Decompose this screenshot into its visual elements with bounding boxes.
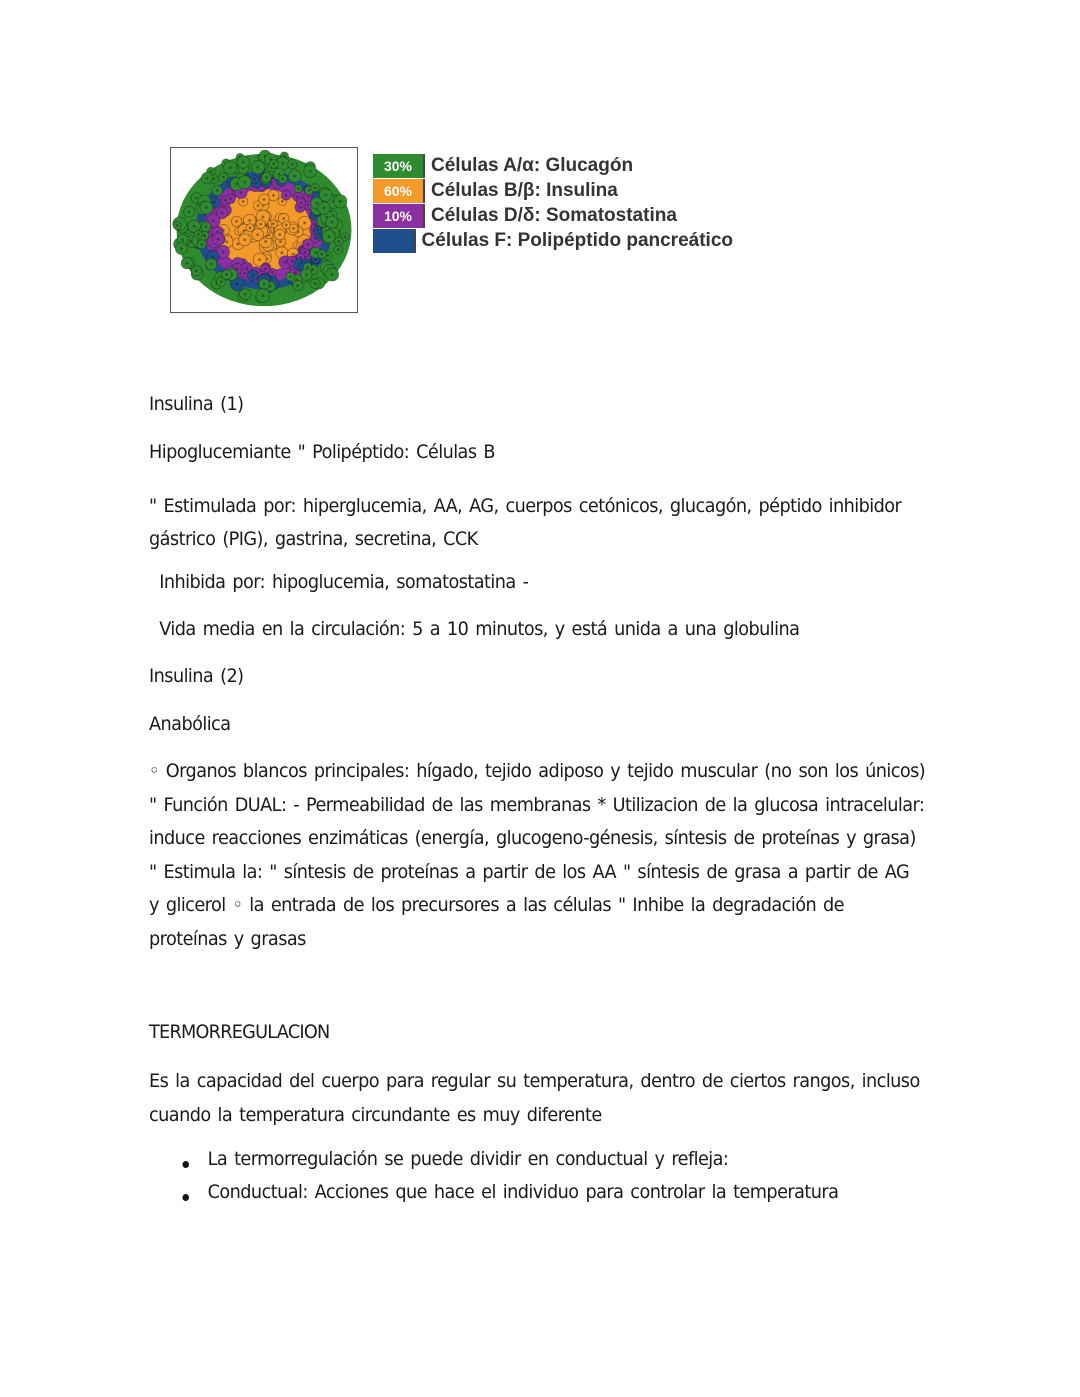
termorregulacion-list — [149, 1148, 838, 1214]
termorregulacion-paragraph: Es la capacidad del cuerpo para regular su temperatura, dentro de ciertos rangos, incluso cuando la temperatura circundante es muy diferente — [149, 1070, 920, 1126]
cell-legend — [373, 153, 733, 253]
legend-row-b — [373, 178, 733, 203]
legend-label-b: Células B/β: Insulina — [431, 179, 618, 201]
legend-label-f: Células F: Polipéptido pancreático — [421, 229, 733, 251]
organos-paragraph: ◦ Organos blancos principales: hígado, tejido adiposo y tejido muscular (no son los únicos) " Función DUAL: - Permeabilidad de las membranas * Utilizacion de la glucosa intracelular: induce reacciones enzimáticas (energía, glucogeno-génesis, síntesis de proteínas y grasa) " Estimula la: " síntesis de proteínas a partir de los AA " síntesis de grasa a partir de AG y glicerol ◦ la entrada de los precursores a las células " Inhibe la degradación de proteínas y grasas — [149, 760, 926, 950]
legend-swatch-f — [373, 229, 416, 253]
islet-svg — [171, 148, 357, 312]
hipoglucemiante-line: Hipoglucemiante " Polipéptido: Células B — [149, 441, 495, 463]
pancreatic-islet-illustration — [170, 147, 358, 313]
legend-label-a: Células A/α: Glucagón — [431, 154, 634, 176]
termorregulacion-heading: TERMORREGULACION — [149, 1021, 330, 1043]
anabolica-label: Anabólica — [149, 713, 231, 735]
legend-swatch-b: 60% — [373, 179, 425, 203]
vida-media-line: Vida media en la circulación: 5 a 10 minutos, y está unida a una globulina — [159, 618, 800, 640]
insulina-2-title: Insulina (2) — [149, 665, 244, 687]
legend-swatch-d: 10% — [373, 204, 425, 228]
list-item: Conductual: Acciones que hace el individuo para controlar la temperatura — [149, 1181, 838, 1214]
legend-label-d: Células D/δ: Somatostatina — [431, 204, 677, 226]
legend-row-d — [373, 203, 733, 228]
insulina-1-title: Insulina (1) — [149, 393, 244, 415]
estimulada-line: " Estimulada por: hiperglucemia, AA, AG, cuerpos cetónicos, glucagón, péptido inhibidor gástrico (PIG), gastrina, secretina, CCK — [149, 495, 902, 550]
legend-row-a — [373, 153, 733, 178]
legend-swatch-a: 30% — [373, 154, 425, 178]
list-item: La termorregulación se puede dividir en conductual y refleja: — [149, 1148, 838, 1181]
legend-row-f — [373, 228, 733, 253]
inhibida-line: Inhibida por: hipoglucemia, somatostatina - — [159, 571, 529, 593]
